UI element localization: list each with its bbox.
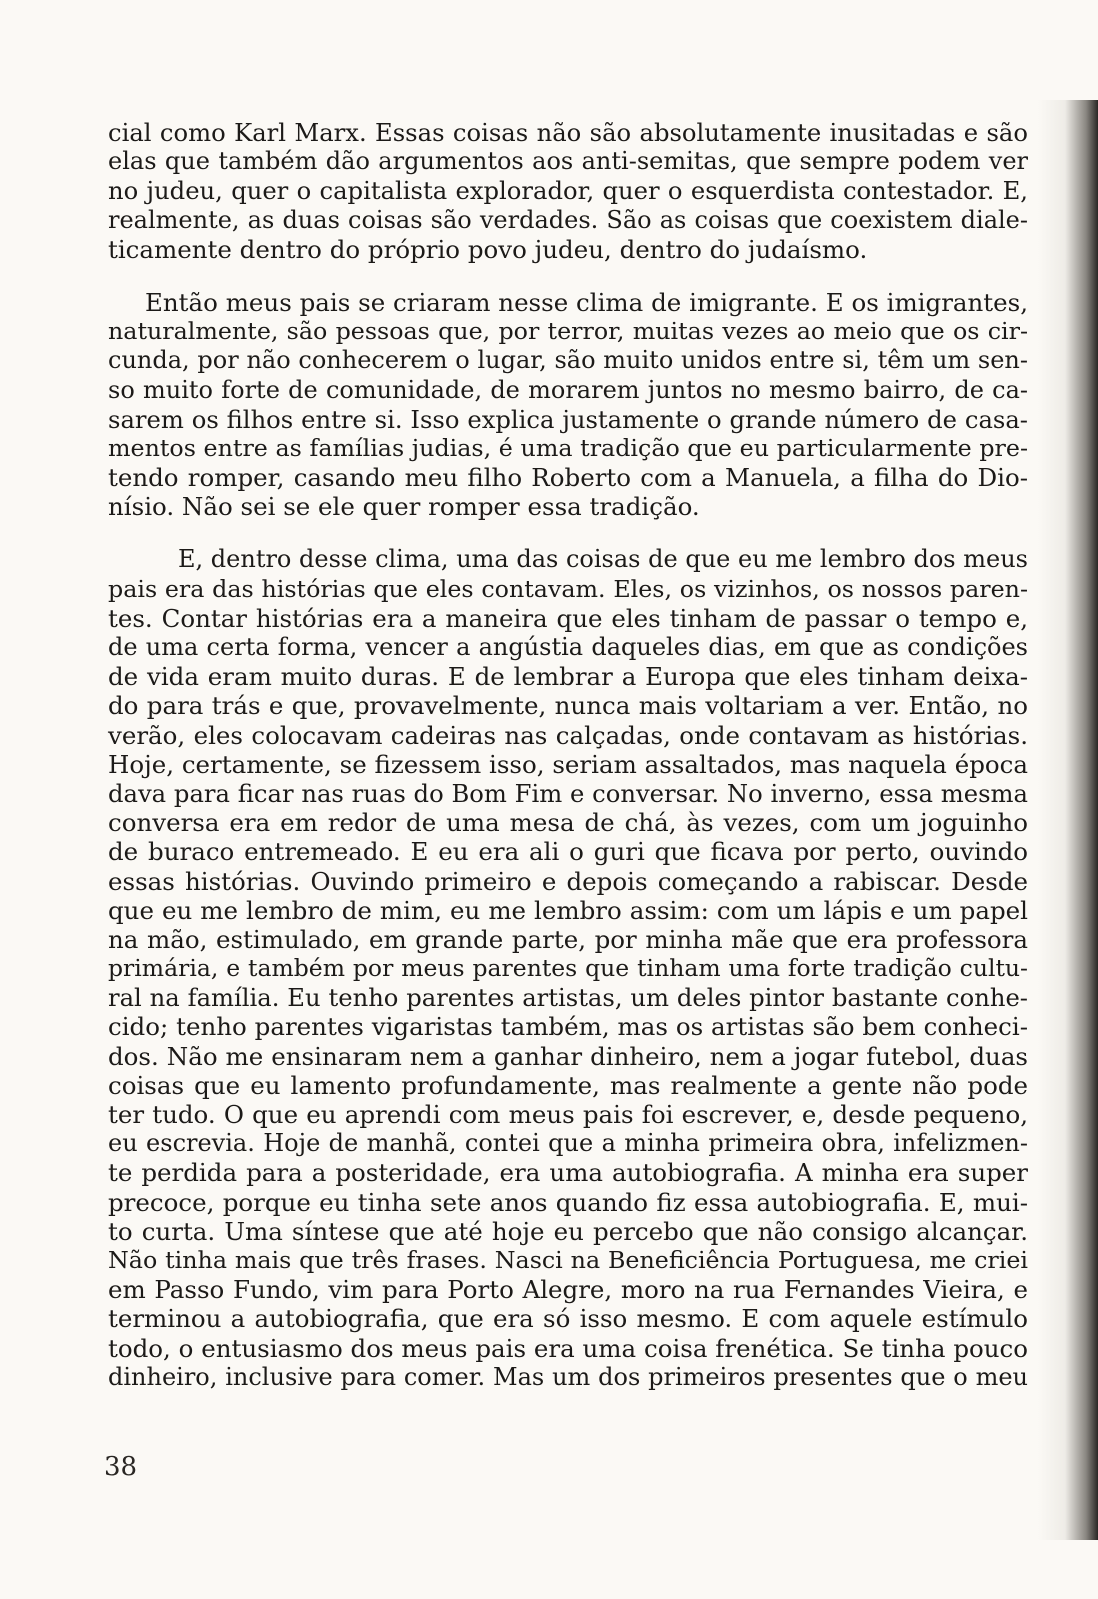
text-line: cunda, por não conhecerem o lugar, são muito unidos entre si, têm um sen- [108, 346, 1028, 375]
paragraph-2 [108, 288, 1028, 522]
text-line: de buraco entremeado. E eu era ali o guri que ficava por perto, ouvindo [108, 837, 1028, 867]
text-line: E, dentro desse clima, uma das coisas de que eu me lembro dos meus [178, 545, 1028, 574]
text-line: do para trás e que, provavelmente, nunca mais voltariam a ver. Então, no [108, 691, 1028, 721]
text-line: te perdida para a posteridade, era uma autobiografia. A minha era super [108, 1158, 1028, 1188]
text-line: coisas que eu lamento profundamente, mas realmente a gente não pode [108, 1070, 1028, 1100]
text-line: Hoje, certamente, se fizessem isso, seriam assaltados, mas naquela época [108, 749, 1028, 779]
text-line: Não tinha mais que três frases. Nasci na Beneficiência Portuguesa, me criei [108, 1245, 1028, 1274]
text-line: to curta. Uma síntese que até hoje eu percebo que não consigo alcançar. [108, 1216, 1028, 1246]
text-line: cido; tenho parentes vigaristas também, mas os artistas são bem conheci- [108, 1012, 1028, 1042]
text-line: essas histórias. Ouvindo primeiro e depois começando a rabiscar. Desde [108, 866, 1028, 896]
text-line: dinheiro, inclusive para comer. Mas um dos primeiros presentes que o meu [108, 1362, 1028, 1391]
text-line: tendo romper, casando meu filho Roberto com a Manuela, a filha do Dio- [108, 463, 1028, 493]
text-line: nísio. Não sei se ele quer romper essa tradição. [108, 492, 700, 522]
text-line: naturalmente, são pessoas que, por terror, muitas vezes ao meio que os cir- [108, 317, 1028, 346]
paragraph-1 [108, 118, 1028, 264]
body-text [108, 118, 1028, 1392]
text-line: ticamente dentro do próprio povo judeu, dentro do judaísmo. [108, 234, 868, 264]
text-line: realmente, as duas coisas são verdades. São as coisas que coexistem diale- [108, 205, 1028, 234]
text-line: conversa era em redor de uma mesa de chá, às vezes, com um joguinho [108, 808, 1028, 838]
text-line: de uma certa forma, vencer a angústia daqueles dias, em que as condições [108, 633, 1028, 661]
paragraph-3 [108, 545, 1028, 1391]
text-line: so muito forte de comunidade, de morarem juntos no mesmo bairro, de ca- [108, 375, 1028, 404]
text-line: ral na família. Eu tenho parentes artistas, um deles pintor bastante conhe- [108, 983, 1028, 1013]
text-line: todo, o entusiasmo dos meus pais era uma coisa frenética. Se tinha pouco [108, 1333, 1028, 1363]
text-line: ter tudo. O que eu aprendi com meus pais foi escrever, e, desde pequeno, [108, 1100, 1028, 1129]
text-line: dos. Não me ensinaram nem a ganhar dinheiro, nem a jogar futebol, duas [108, 1041, 1028, 1071]
text-line: que eu me lembro de mim, eu me lembro assim: com um lápis e um papel [108, 895, 1028, 925]
page-binding-shadow [1038, 100, 1098, 1540]
text-line: na mão, estimulado, em grande parte, por minha mãe que era professora [108, 924, 1028, 954]
text-line: primária, e também por meus parentes que tinham uma forte tradição cultu- [108, 954, 1028, 983]
text-line: mentos entre as famílias judias, é uma tradição que eu particularmente pre- [108, 433, 1028, 462]
text-line: em Passo Fundo, vim para Porto Alegre, moro na rua Fernandes Vieira, e [108, 1275, 1028, 1305]
text-line: dava para ficar nas ruas do Bom Fim e conversar. No inverno, essa mesma [108, 778, 1028, 808]
text-line: sarem os filhos entre si. Isso explica justamente o grande número de casa- [108, 404, 1028, 434]
text-line: elas que também dão argumentos aos anti-semitas, que sempre podem ver [108, 147, 1028, 176]
text-line: precoce, porque eu tinha sete anos quando fiz essa autobiografia. E, mui- [108, 1187, 1028, 1217]
text-line: pais era das histórias que eles contavam. Eles, os vizinhos, os nossos paren- [108, 574, 1028, 603]
text-line: Então meus pais se criaram nesse clima de imigrante. E os imigrantes, [145, 287, 1028, 317]
text-line: verão, eles colocavam cadeiras nas calçadas, onde contavam as histórias. [108, 720, 1028, 750]
page-number: 38 [104, 1452, 138, 1482]
text-line: no judeu, quer o capitalista explorador, quer o esquerdista contestador. E, [108, 176, 1028, 206]
text-line: cial como Karl Marx. Essas coisas não são absolutamente inusitadas e são [108, 118, 1028, 147]
text-line: eu escrevia. Hoje de manhã, contei que a minha primeira obra, infelizmen- [108, 1129, 1028, 1158]
text-line: de vida eram muito duras. E de lembrar a Europa que eles tinham deixa- [108, 662, 1028, 692]
text-line: terminou a autobiografia, que era só isso mesmo. E com aquele estímulo [108, 1304, 1028, 1334]
text-line: tes. Contar histórias era a maneira que eles tinham de passar o tempo e, [108, 603, 1028, 633]
